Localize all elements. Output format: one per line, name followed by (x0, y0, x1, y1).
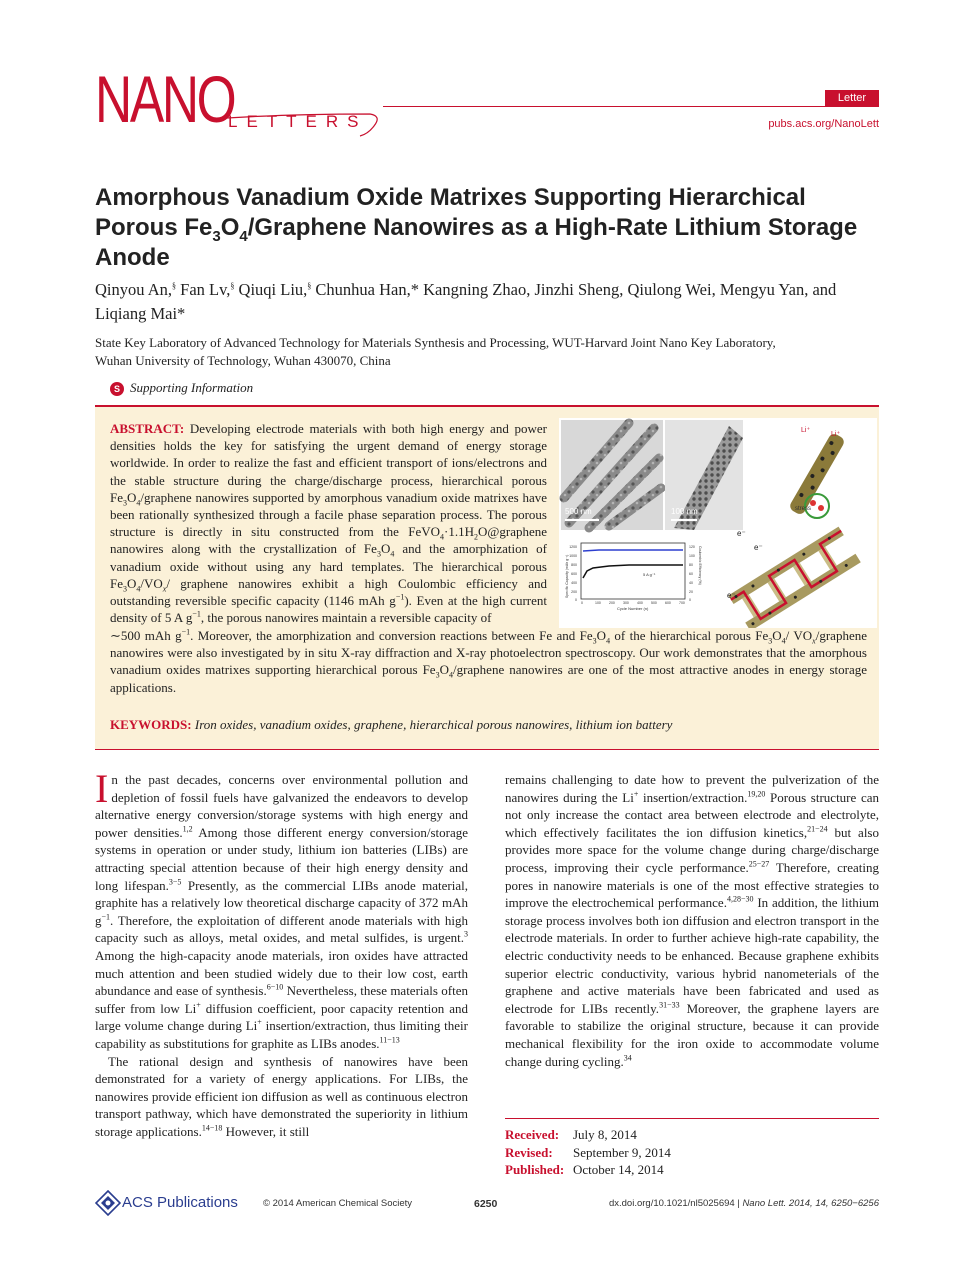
capacity-plot (565, 543, 702, 611)
li-ion-label: Li⁺ (831, 431, 841, 438)
author-name: and Liqiang Mai* (95, 280, 837, 323)
acs-logo-icon (95, 1190, 121, 1216)
electron-label: e⁻ (727, 591, 736, 600)
copyright: © 2014 American Chemical Society (263, 1198, 413, 1209)
author-name: Chunhua Han,* (315, 280, 419, 299)
author-name: Qiulong Wei, (627, 280, 716, 299)
svg-text:800: 800 (571, 563, 577, 567)
svg-text:200: 200 (571, 590, 577, 594)
nanowire-schematic (788, 427, 846, 518)
svg-text:1200: 1200 (569, 545, 577, 549)
author-name: Mengyu Yan, (719, 280, 809, 299)
electron-label: e⁻ (737, 529, 746, 538)
affiliation: State Key Laboratory of Advanced Technology for Materials Synthesis and Processing, WUT-Harvard Joint Nano Key Laboratory, Wuhan University of Technology, Wuhan 430070, China (95, 335, 776, 368)
supporting-info-icon: S (110, 382, 124, 396)
abstract-text: ABSTRACT: Developing electrode materials with both high energy and power densities holds the key for satisfying the urgent demand of energy storage worldwide. In order to realize the fast and efficient transport of ions/electrons and the stable structure during the charge/discharge process, hierarchical porous $Fe_3O_4$/graphene nanowires supported by amorphous vanadium oxide matrixes have been rationally synthesized through a facile phase separation process. The porous structure is directly in situ constructed from the $FeVO_4\cdot 1.1H_2O@graphene$ nanowires along with the crystallization of $Fe_3O_4$ and the amorphization of vanadium oxide without using any hard templates. The hierarchical porous $Fe_3O_4/VO_x/$ graphene nanowires exhibit a high Coulombic efficiency and outstanding reversible specific capacity (1146 mAh $g^{-1}$). Even at the high current density of 5 A $g^{-1}$, the porous nanowires maintain a reversible capacity of (110, 421, 547, 626)
author-list (95, 278, 880, 326)
doi-citation[interactable]: dx.doi.org/10.1021/nl5025694 | Nano Lett. 2014, 14, 6250−6256 (608, 1198, 879, 1209)
svg-text:Specific Capacity (mAh g⁻¹): Specific Capacity (mAh g⁻¹) (565, 554, 569, 598)
journal-logo: NANO (95, 62, 235, 136)
body-column-left: In the past decades, concerns over environmental pollution and depletion of fossil fuels have galvanized the endeavors to develop alternative energy conversion/storage systems with high energy and power densities.$^{1,2}$ Among those different energy conversion/storage systems in operation or under study, lithium ion batteries (LIBs) are attracting special attention because of their high energy density and long lifespan.$^{3-5}$ Presently, as the commercial LIBs anode material, graphite has a relatively low theoretical discharge capacity of 372 mAh $g^{-1}$. Therefore, the exploitation of different anode materials with high capacity such as alloys, metal oxides, and metal sulfides, is urgent.$^3$ Among the high-capacity anode materials, iron oxides have attracted much attention and been studied widely due to their low cost, earth abundance and ease of synthesis.$^{6-10}$ Nevertheless, these materials often suffer from low Li+ diffusion coefficient, poor capacity retention and large volume change during Li+ insertion/extraction, thus limiting their capability as substitutions for graphite as LIBs anodes.$^{11-13}$ The rational design and synthesis of nanowires have been demonstrated for a variety of energy applications. For LIBs, the nanowires provide efficient ion diffusion as well as continuous electron transport pathway, which have demonstrated the superiority in lithium storage applications.$^{14-18}$ However, it still (95, 766, 468, 1139)
drop-cap: I (95, 766, 109, 811)
svg-text:700: 700 (679, 601, 685, 605)
header-rule (383, 106, 879, 107)
supporting-information-link[interactable]: S Supporting Information (110, 380, 253, 396)
author-name: Qinyou An, (95, 280, 173, 299)
svg-text:Cycle Number (n): Cycle Number (n) (617, 606, 649, 611)
svg-text:400: 400 (637, 601, 643, 605)
article-type-tag: Letter (825, 90, 879, 106)
svg-text:5 A g⁻¹: 5 A g⁻¹ (643, 572, 656, 577)
stress-label: stress (795, 506, 812, 512)
author-name: Kangning Zhao, (423, 280, 531, 299)
author-affiliation-mark: § (307, 281, 312, 291)
svg-text:100: 100 (689, 554, 695, 558)
svg-text:40: 40 (689, 581, 693, 585)
author-name: Jinzhi Sheng, (534, 280, 624, 299)
scale-bar-500nm: 500 nm (565, 507, 592, 516)
publication-dates: Received: July 8, 2014 Revised: September 9, 2014 Published: October 14, 2014 (505, 1127, 671, 1177)
li-ion-label: Li⁺ (801, 427, 811, 434)
author-affiliation-mark: § (172, 281, 177, 291)
body-column-right: remains challenging to date how to prevent the pulverization of the nanowires during the Li+ insertion/extraction.$^{19,20}$ Porous structure can not only increase the contact area between electrode and electrolyte, which effectively facilitates the ion diffusion kinetics,$^{21-24}$ but also provides more space for the volume change during charge/discharge process, improving their cycle performance.$^{25-27}$ Therefore, creating pores in nanowire materials is one of the most effective strategies to improve the electrochemical performance.$^{4,28-30}$ In addition, the lithium storage process involves both ion diffusion and electron transport in the electrode materials. In order to further achieve high-rate capability, the electric conductivity needs to be enhanced. Because graphene exhibits superior electric conductivity, various hybrid nanometerials of the graphene and active materials have been fabricated and used as electrode for LIBs recently.$^{31-33}$ Moreover, the graphene layers are favorable to stabilize the original structure, because it can provide mechanical flexibility for the iron oxide to accommodate volume change during cycling.$^{34}$ (505, 772, 879, 1069)
author-name: Fan Lv, (180, 280, 231, 299)
svg-text:80: 80 (689, 563, 693, 567)
ladder-schematic (727, 527, 861, 628)
journal-url[interactable]: pubs.acs.org/NanoLett (768, 118, 879, 130)
svg-text:200: 200 (609, 601, 615, 605)
svg-text:100: 100 (595, 601, 601, 605)
svg-text:120: 120 (689, 545, 695, 549)
article-title: Amorphous Vanadium Oxide Matrixes Supporting Hierarchical Porous $Fe_3O_4$/Graphene Nanowires as a High-Rate Lithium Storage Anode (95, 184, 858, 271)
svg-text:Coulombic Efficiency (%): Coulombic Efficiency (%) (698, 546, 702, 585)
svg-text:300: 300 (623, 601, 629, 605)
scale-bar-100nm: 100 nm (671, 507, 698, 516)
publisher-name[interactable]: ACS Publications (122, 1194, 238, 1211)
svg-text:500: 500 (651, 601, 657, 605)
author-name: Qiuqi Liu, (238, 280, 308, 299)
svg-text:0: 0 (689, 598, 691, 602)
svg-text:600: 600 (571, 572, 577, 576)
svg-text:1000: 1000 (569, 554, 577, 558)
svg-text:60: 60 (689, 572, 693, 576)
toc-graphic (559, 418, 877, 628)
svg-text:400: 400 (571, 581, 577, 585)
abstract-text-continued: ∼500 mAh $g^{-1}$. Moreover, the amorphization and conversion reactions between Fe and $Fe_3O_4$ of the hierarchical porous $Fe_3O_4/$ $VO_x$/graphene nanowires were also investigated by in situ X-ray diffraction and X-ray photoelectron spectroscopy. Our work demonstrates that the amorphous vanadium oxides matrixes supporting hierarchical porous $Fe_3O_4$/graphene nanowires are one of the most attractive anodes in energy storage applications. (110, 627, 867, 695)
svg-text:0: 0 (581, 601, 583, 605)
author-affiliation-mark: § (230, 281, 235, 291)
keywords: KEYWORDS: Iron oxides, vanadium oxides, graphene, hierarchical porous nanowires, lithium ion battery (110, 717, 673, 732)
svg-text:0: 0 (575, 598, 577, 602)
electron-label: e⁻ (754, 543, 763, 552)
page-number: 6250 (474, 1198, 498, 1210)
dates-rule (505, 1118, 879, 1119)
svg-text:600: 600 (665, 601, 671, 605)
journal-logo-subtitle: LETTERS (228, 112, 368, 131)
svg-text:20: 20 (689, 590, 693, 594)
